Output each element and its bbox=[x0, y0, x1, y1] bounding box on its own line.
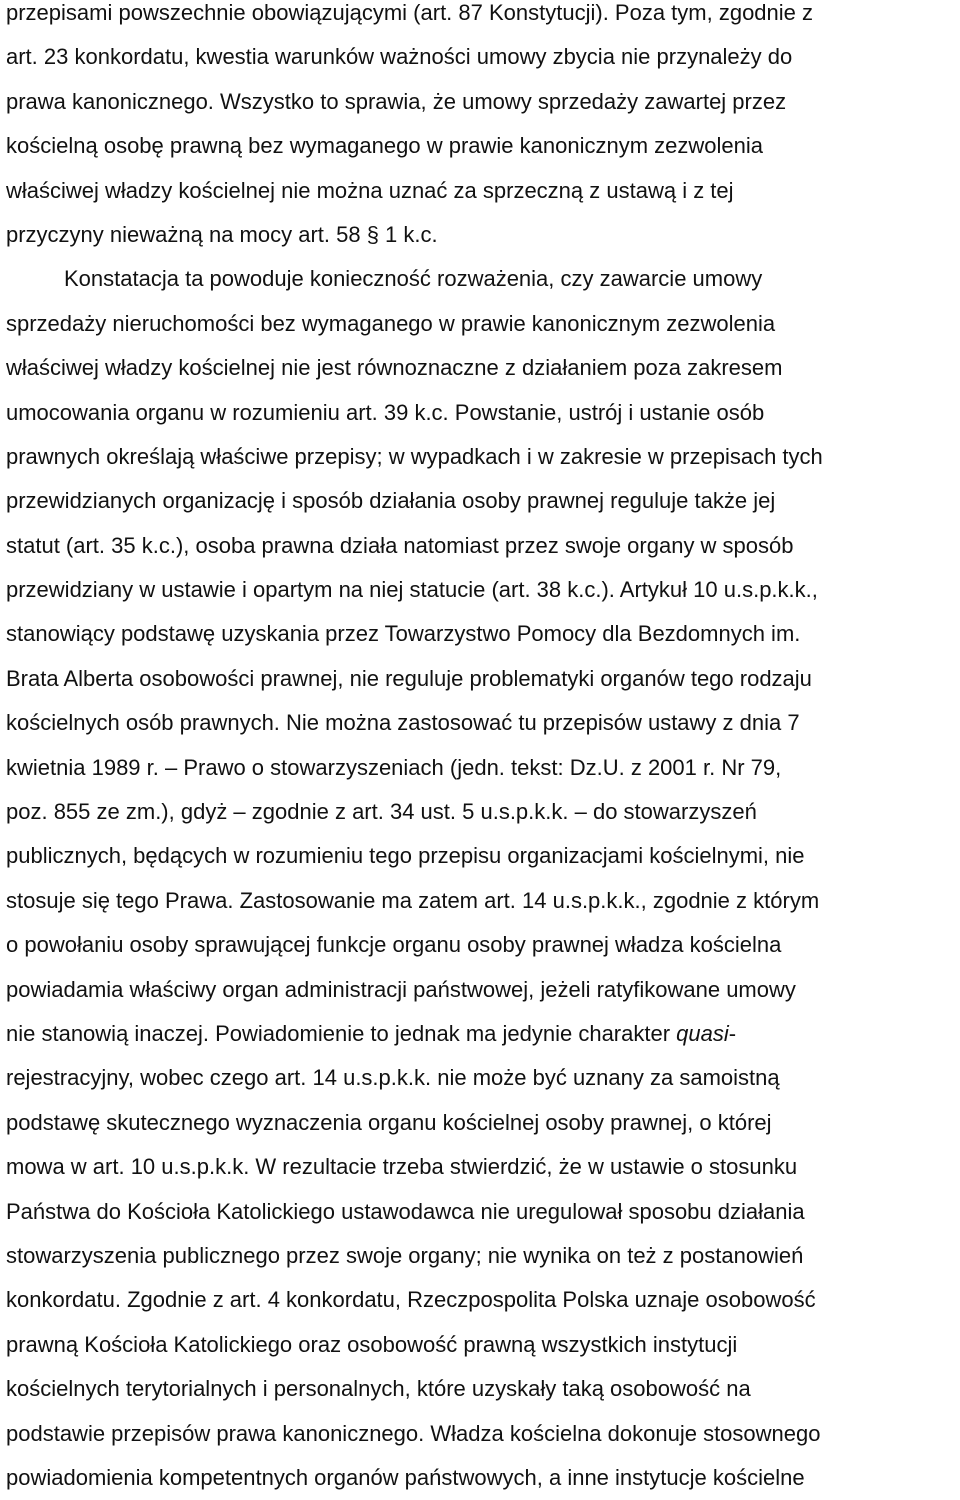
text-line-with-italic bbox=[6, 1012, 952, 1056]
text-line: stowarzyszenia publicznego przez swoje organy; nie wynika on też z postanowień bbox=[6, 1242, 804, 1268]
italic-term: quasi bbox=[676, 1020, 729, 1046]
text-line: kościelną osobę prawną bez wymaganego w prawie kanonicznym zezwolenia bbox=[6, 133, 763, 159]
text-line: stanowiący podstawę uzyskania przez Towarzystwo Pomocy dla Bezdomnych im. bbox=[6, 621, 801, 647]
text-line: o powołaniu osoby sprawującej funkcje organu osoby prawnej władza kościelna bbox=[6, 932, 782, 958]
text-line: statut (art. 35 k.c.), osoba prawna działa natomiast przez swoje organy w sposób bbox=[6, 532, 794, 558]
text-line: kościelnych terytorialnych i personalnych, które uzyskały taką osobowość na bbox=[6, 1376, 751, 1402]
text-line: przewidziany w ustawie i opartym na niej statucie (art. 38 k.c.). Artykuł 10 u.s.p.k.k., bbox=[6, 577, 818, 603]
text-line: prawną Kościoła Katolickiego oraz osobowość prawną wszystkich instytucji bbox=[6, 1331, 738, 1357]
text-line: umocowania organu w rozumieniu art. 39 k.c. Powstanie, ustrój i ustanie osób bbox=[6, 399, 765, 425]
text-line: podstawę skutecznego wyznaczenia organu kościelnej osoby prawnej, o której bbox=[6, 1109, 772, 1135]
text-line: powiadomienia kompetentnych organów państwowych, a inne instytucje kościelne bbox=[6, 1464, 805, 1490]
paragraph-start-line: Konstatacja ta powoduje konieczność rozważenia, czy zawarcie umowy bbox=[64, 266, 763, 292]
text-line: prawnych określają właściwe przepisy; w wypadkach i w zakresie w przepisach tych bbox=[6, 443, 823, 469]
text-line: przepisami powszechnie obowiązującymi (art. 87 Konstytucji). Poza tym, zgodnie z bbox=[6, 0, 814, 25]
text-line: stosuje się tego Prawa. Zastosowanie ma zatem art. 14 u.s.p.k.k., zgodnie z którym bbox=[6, 887, 820, 913]
text-line: podstawie przepisów prawa kanonicznego. Władza kościelna dokonuje stosownego bbox=[6, 1420, 821, 1446]
text-line: konkordatu. Zgodnie z art. 4 konkordatu, Rzeczpospolita Polska uznaje osobowość bbox=[6, 1287, 816, 1313]
text-line: publicznych, będących w rozumieniu tego przepisu organizacjami kościelnymi, nie bbox=[6, 843, 805, 869]
text-line: powiadamia właściwy organ administracji państwowej, jeżeli ratyfikowane umowy bbox=[6, 976, 796, 1002]
text-line: kwietnia 1989 r. – Prawo o stowarzyszeniach (jedn. tekst: Dz.U. z 2001 r. Nr 79, bbox=[6, 754, 782, 780]
text-segment: nie stanowią inaczej. Powiadomienie to jednak ma jedynie charakter bbox=[6, 1020, 677, 1046]
text-line: Brata Alberta osobowości prawnej, nie reguluje problematyki organów tego rodzaju bbox=[6, 665, 812, 691]
text-line: przyczyny nieważną na mocy art. 58 § 1 k.c. bbox=[6, 221, 438, 247]
text-line: właściwej władzy kościelnej nie można uznać za sprzeczną z ustawą i z tej bbox=[6, 177, 734, 203]
text-line: kościelnych osób prawnych. Nie można zastosować tu przepisów ustawy z dnia 7 bbox=[6, 710, 800, 736]
text-line: przewidzianych organizację i sposób działania osoby prawnej reguluje także jej bbox=[6, 488, 776, 514]
hyphen: - bbox=[728, 1020, 737, 1046]
text-line: art. 23 konkordatu, kwestia warunków ważności umowy zbycia nie przynależy do bbox=[6, 44, 793, 70]
text-line: rejestracyjny, wobec czego art. 14 u.s.p.k.k. nie może być uznany za samoistną bbox=[6, 1065, 780, 1091]
text-line: sprzedaży nieruchomości bez wymaganego w prawie kanonicznym zezwolenia bbox=[6, 310, 776, 336]
text-line: Państwa do Kościoła Katolickiego ustawodawca nie uregulował sposobu działania bbox=[6, 1198, 805, 1224]
text-line: właściwej władzy kościelnej nie jest równoznaczne z działaniem poza zakresem bbox=[6, 355, 783, 381]
text-line: mowa w art. 10 u.s.p.k.k. W rezultacie trzeba stwierdzić, że w ustawie o stosunku bbox=[6, 1154, 798, 1180]
text-line: poz. 855 ze zm.), gdyż – zgodnie z art. 34 ust. 5 u.s.p.k.k. – do stowarzyszeń bbox=[6, 799, 757, 825]
text-line: prawa kanonicznego. Wszystko to sprawia, że umowy sprzedaży zawartej przez bbox=[6, 88, 787, 114]
